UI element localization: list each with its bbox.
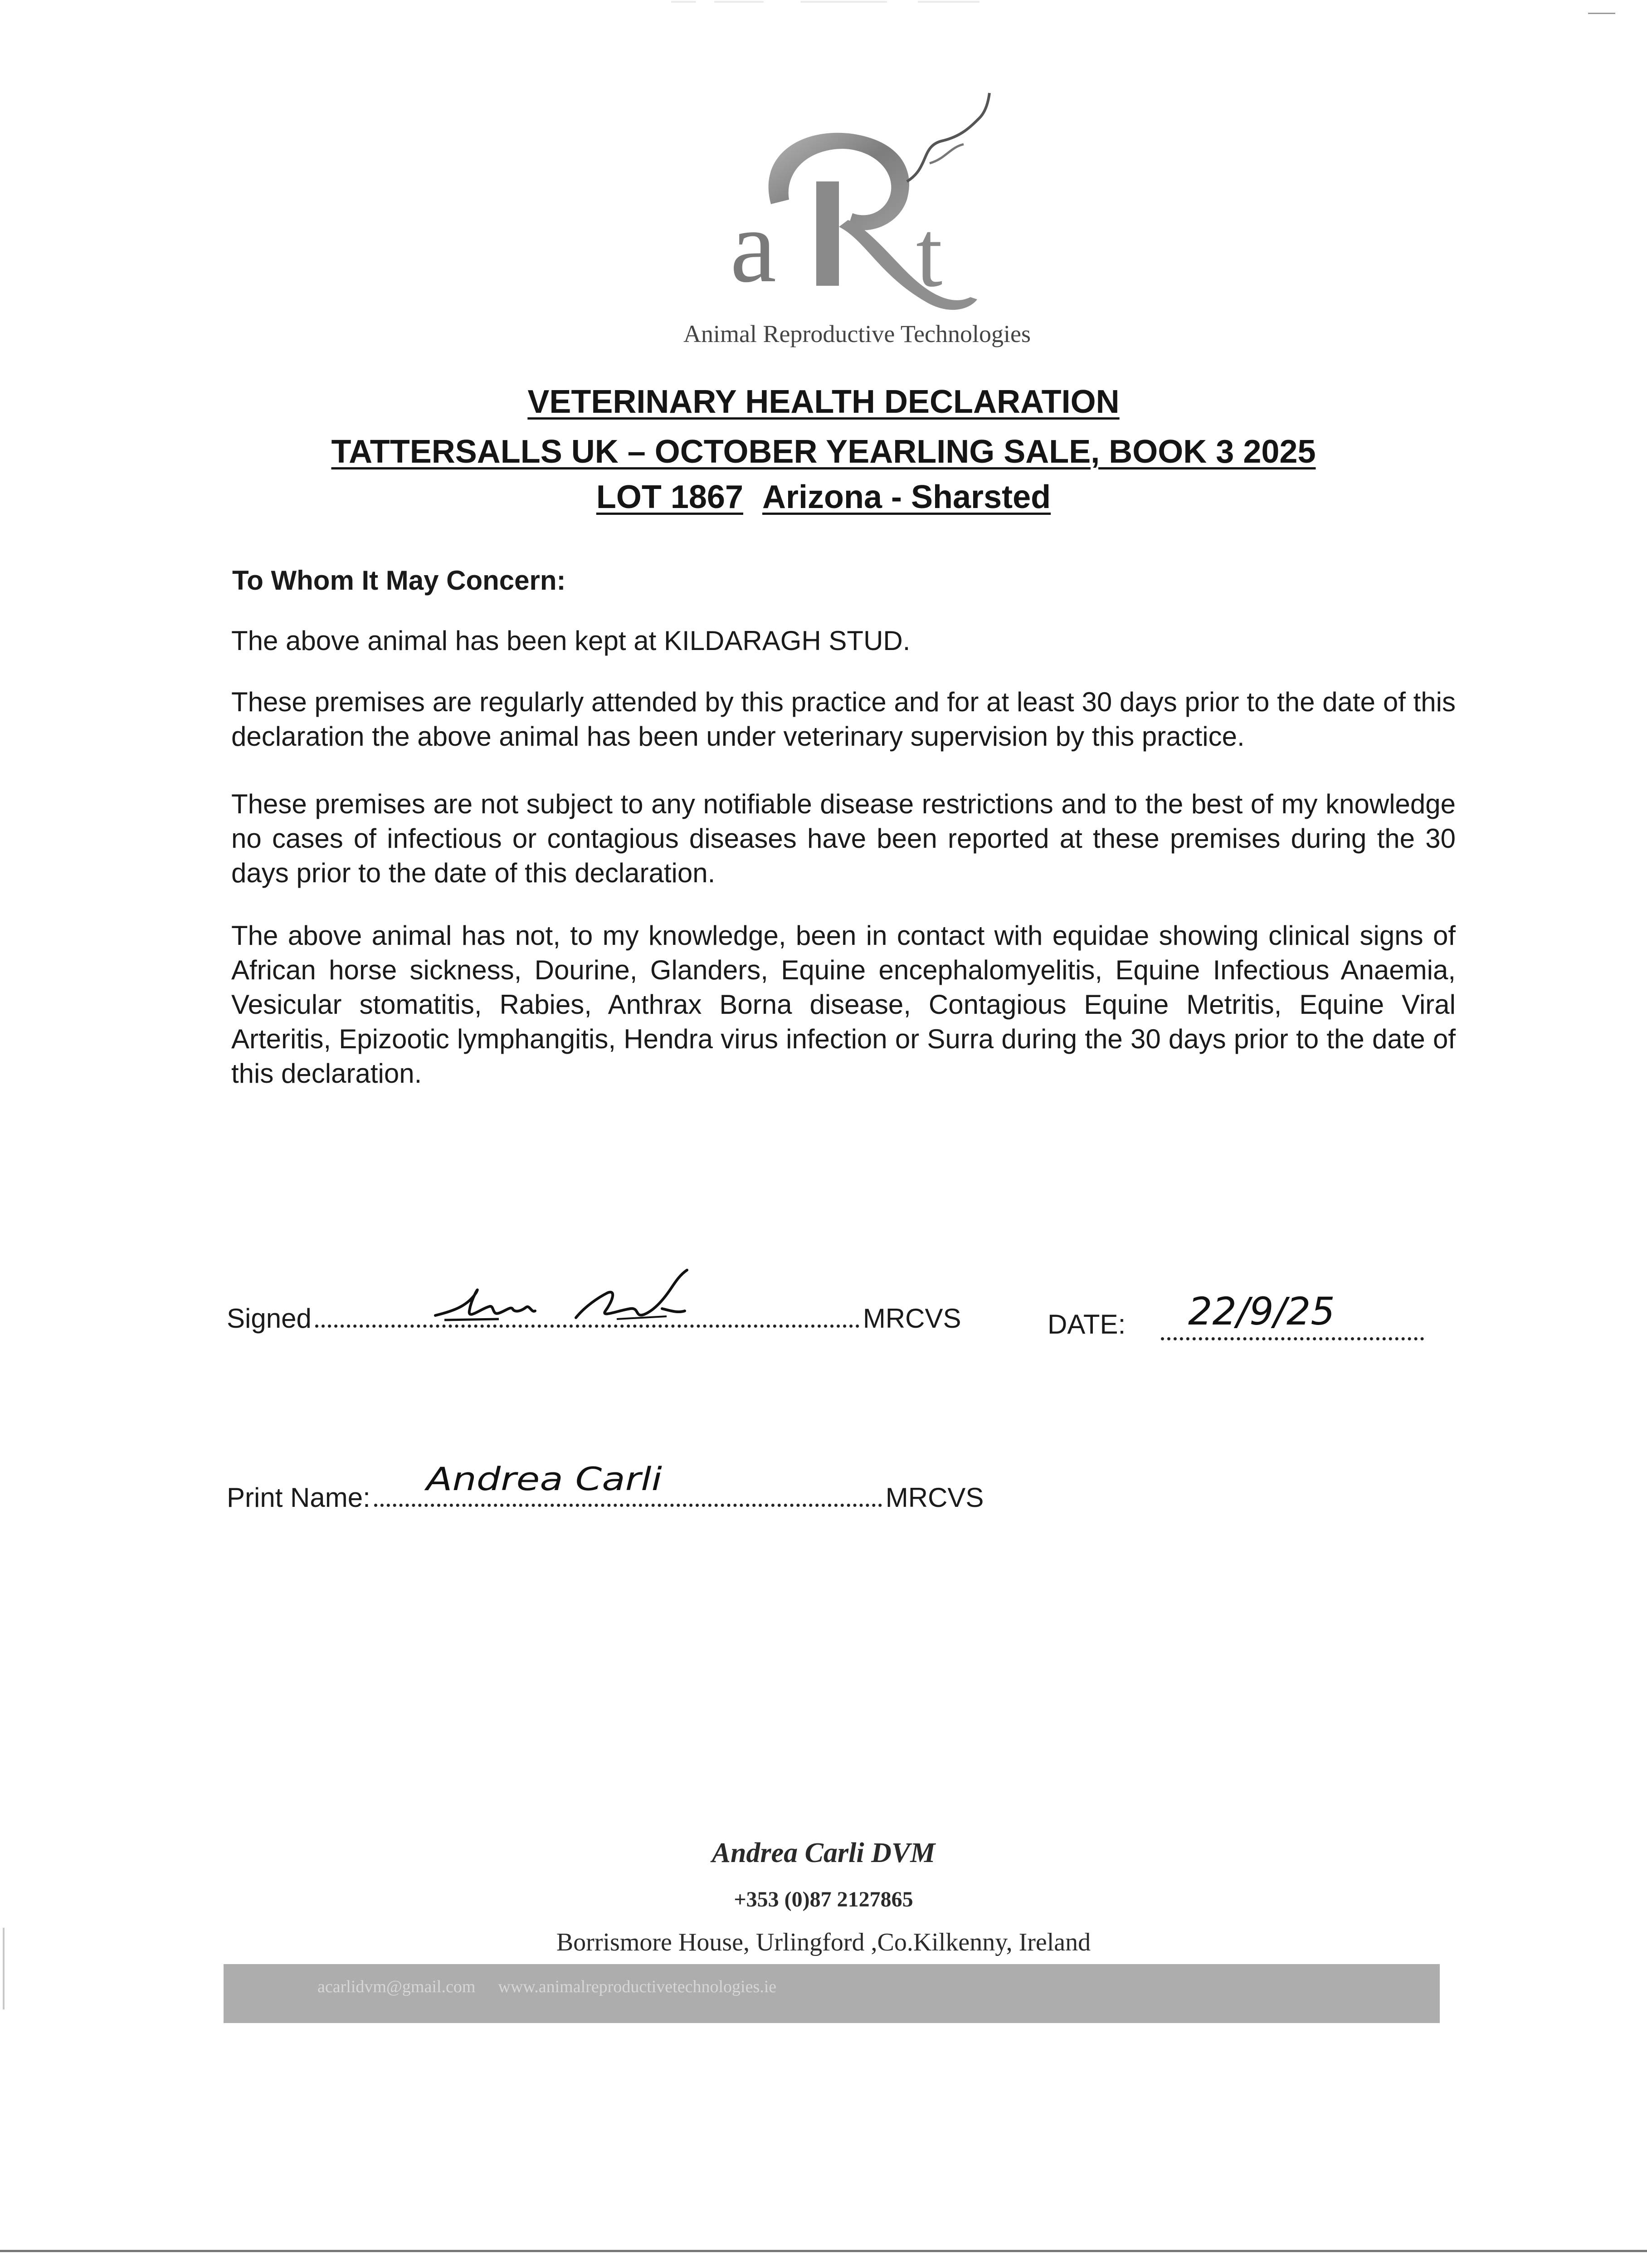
horse-name: Arizona - Sharsted: [762, 479, 1051, 515]
footer-vet-name: Andrea Carli DVM: [711, 1838, 936, 1868]
svg-text:t: t: [916, 201, 943, 307]
footer-website[interactable]: www.animalreproductivetechnologies.ie: [498, 1977, 777, 1996]
scan-artifact-bottom: [0, 2250, 1647, 2252]
footer-address: Borrismore House, Urlingford ,Co.Kilkenny, Ireland: [556, 1928, 1091, 1956]
paragraph-supervision: These premises are regularly attended by this practice and for at least 30 days prior to the date of this declaration the above animal has been under veterinary supervision by this practice.: [231, 687, 1456, 752]
footer-contact: [317, 1977, 776, 1997]
document-title: VETERINARY HEALTH DECLARATION: [527, 384, 1120, 420]
date-label: DATE:: [1048, 1309, 1126, 1339]
print-name-label: Print Name:: [227, 1482, 370, 1513]
footer-email[interactable]: acarlidvm@gmail.com: [317, 1977, 476, 1996]
handwritten-date: [1179, 1284, 1360, 1338]
print-name-value: Andrea Carli: [424, 1461, 663, 1498]
svg-text:a: a: [730, 188, 777, 304]
art-logo-icon: [716, 91, 998, 331]
salutation: To Whom It May Concern:: [232, 565, 566, 596]
print-name-suffix: MRCVS: [885, 1482, 984, 1513]
paragraph-restrictions: These premises are not subject to any notifiable disease restrictions and to the best of my knowledge no cases of infectious or contagious diseases have been reported at these premises during the 30 days prior to the date of this declaration.: [231, 789, 1456, 888]
handwritten-print-name: [417, 1440, 680, 1508]
scan-artifact-corner: [1588, 13, 1615, 14]
signed-label: Signed: [227, 1303, 312, 1334]
footer-phone: +353 (0)87 2127865: [734, 1887, 913, 1911]
lot-number: LOT 1867: [596, 479, 743, 515]
scan-artifact-top: [671, 1, 979, 3]
logo-tagline: Animal Reproductive Technologies: [683, 320, 1031, 347]
date-value: 22/9/25: [1188, 1289, 1335, 1334]
sale-title: TATTERSALLS UK – OCTOBER YEARLING SALE, BOOK 3 2025: [331, 434, 1316, 470]
handwritten-signature: [426, 1266, 744, 1338]
paragraph-premises: The above animal has been kept at KILDARAGH STUD.: [231, 626, 911, 656]
lot-title: [0, 479, 1647, 516]
paragraph-contact: The above animal has not, to my knowledge, been in contact with equidae showing clinical signs of African horse sickness, Dourine, Glanders, Equine encephalomyelitis, Equine Infectious Anaemia, Vesicular stomatitis, Rabies, Anthrax Borna disease, Contagious Equine Metritis, Equine Viral Arteritis, Epizootic lymphangitis, Hendra virus infection or Surra during the 30 days prior to the date of this declaration.: [231, 920, 1456, 1089]
signed-suffix: MRCVS: [862, 1303, 961, 1334]
